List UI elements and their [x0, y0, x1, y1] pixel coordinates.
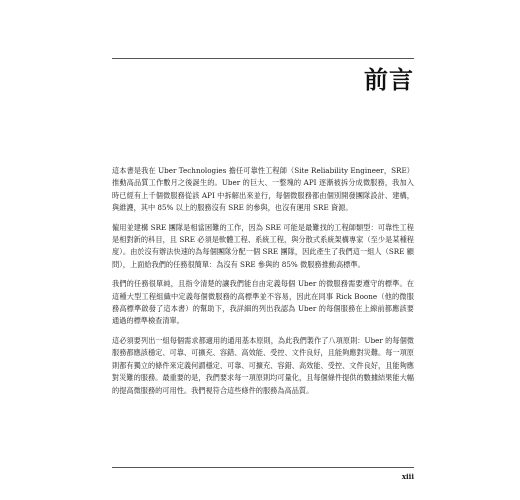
chapter-title: 前言 — [364, 66, 414, 94]
top-rule — [112, 58, 414, 59]
paragraph-4: 這必須要列出一組每個需求都適用的通用基本原則，為此我們製作了八項原則：Uber 的每個微服務都應該穩定、可靠、可擴充、容錯、高效能、受控、文件良好，且能夠應對災難。每一項原則都有獨立的條件來定義何謂穩定、可靠、可擴充、容錯、高效能、受控、文件良好，且能夠應對災難的服務。最重要的是，我們要求每一項原則均可量化，且每個條件提供的數據結果能大幅的提高微服務的可用性。我們視符合這些條件的服務為高品質。 — [112, 335, 414, 395]
page-number: xiii — [401, 472, 414, 481]
paragraph-1: 這本書是我在 Uber Technologies 擔任可靠性工程師（Site Reliability Engineer，SRE）推動高品質工作數月之後誕生的。Uber 的巨大、一整塊的 API 逐漸被拆分成微服務，我加入時已經有上千個微服務從該 API 中拆解出來並行，每個微服務都由個別開發團隊設計、建構，與維護，其中 85% 以上的服務沒有 SRE 的參與，也沒有運用 SRE 資源。 — [112, 166, 414, 213]
paragraph-2: 僱用並建構 SRE 團隊是相當困難的工作，因為 SRE 可能是最難找的工程師類型：可靠性工程是相對新的科目，且 SRE 必須是軟體工程、系統工程，與分散式系統架構專家（至少是某種程度）。由於沒有辦法快速的為每個團隊分配一個 SRE 團隊，因此產生了我們這一組人（SRE 顧問），上面給我們的任務很簡單：為沒有 SRE 參與的 85% 微服務推動高標準。 — [112, 222, 414, 269]
bottom-rule — [112, 467, 414, 468]
body-text — [112, 165, 414, 404]
paragraph-3: 我們的任務很單純，且指令清楚的讓我們能自由定義每個 Uber 的微服務需要遵守的標準。在這種大型工程組織中定義每個微服務的高標準並不容易，因此在同事 Rick Boone（他的微服務高標準啟發了這本書）的幫助下，我詳細的列出我認為 Uber 的每個服務在上線前都應該要通過的標準檢查清單。 — [112, 279, 414, 326]
